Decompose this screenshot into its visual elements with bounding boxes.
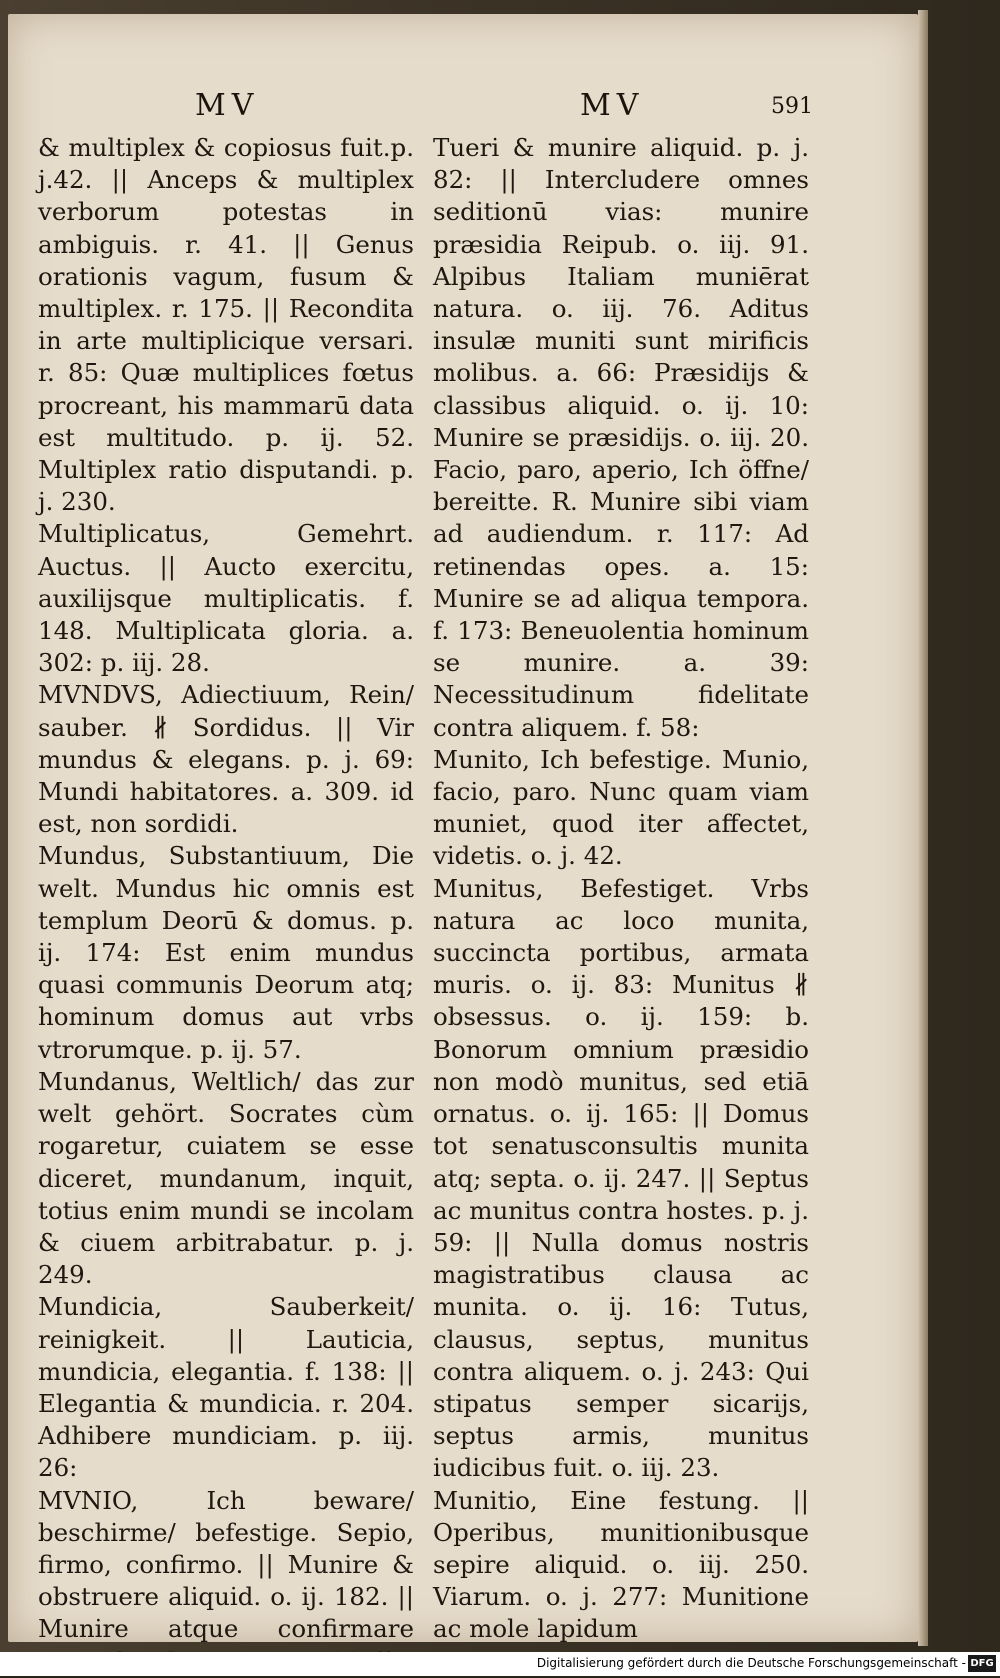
entry-paragraph: & multiplex & copiosus fuit.p. j.42. || Anceps & multiplex verborum potestas in ambiguis. r. 41. || Genus orationis vagum, fusum & multiplex. r. 175. || Recondita in arte multiplicique versari. r. 85: Quæ multiplices fœtus procreant, his mammarū data est multitudo. p. ij. 52. Multiplex ratio disputandi. p. j. 230. — [38, 133, 414, 517]
entry-paragraph: Munitio, Eine festung. || Operibus, munitionibusque sepire aliquid. o. iij. 250. Viarum. o. j. 277: Munitione ac mole lapidum — [433, 1485, 809, 1644]
dfg-logo: DFG — [968, 1655, 996, 1672]
entry-paragraph: MVNIO, Ich beware/ beschirme/ befestige. Sepio, firmo, confirmo. || Munire & obstruere aliquid. o. ij. 182. || Munire atque confirmare — [38, 1485, 414, 1644]
entry-paragraph: Munito, Ich befestige. Munio, facio, paro. Nunc quam viam muniet, quod iter affectet, videtis. o. j. 42. — [433, 744, 809, 871]
book-page — [8, 14, 918, 1642]
footer-bar — [0, 1652, 1000, 1676]
page-content — [38, 88, 838, 1644]
header-right: MV — [580, 88, 645, 123]
funding-credit: Digitalisierung gefördert durch die Deutsche Forschungsgemeinschaft - — [536, 1656, 966, 1670]
entry-paragraph: Mundus, Substantiuum, Die welt. Mundus hic omnis est templum Deorū & domus. p. ij. 174: Est enim mundus quasi communis Deorum atq; hominum domus aut vrbs vtrorumque. p. ij. 57. — [38, 841, 414, 1064]
left-column — [38, 132, 414, 1678]
right-column — [433, 132, 809, 1646]
header-left: MV — [195, 88, 260, 123]
entry-paragraph: Munitus, Befestiget. Vrbs natura ac loco munita, succincta portibus, armata muris. o. ij. 83: Munitus ∦ obsessus. o. ij. 159: b. Bonorum omnium præsidio non modò munitus, sed etiā ornatus. o. ij. 165: || Domus tot senatusconsultis munita atq; septa. o. ij. 247. || Septus ac munitus contra hostes. p. j. 59: || Nulla domus nostris magistratibus clausa ac munita. o. ij. 16: Tutus, clausus, septus, munitus contra aliquem. o. j. 243: Qui stipatus semper sicarijs, septus armis, munitus iudicibus fuit. o. iij. 23. — [433, 873, 809, 1483]
page-edge — [918, 10, 928, 1646]
entry-paragraph: Mundanus, Weltlich/ das zur welt gehört. Socrates cùm rogaretur, cuiatem se esse diceret, mundanum, inquit, totius enim mundi se incolam & ciuem arbitrabatur. p. j. 249. — [38, 1066, 414, 1290]
page-number: 591 — [771, 94, 813, 119]
entry-paragraph: Tueri & munire aliquid. p. j. 82: || Intercludere omnes seditionū vias: munire præsidia Reipub. o. iij. 91. Alpibus Italiam muniērat natura. o. iij. 76. Aditus insulæ muniti sunt mirificis molibus. a. 66: Præsidijs & classibus aliquid. o. ij. 10: Munire se præsidijs. o. iij. 20. Facio, paro, aperio, Ich öffne/ bereitte. R. Munire sibi viam ad audiendum. r. 117: Ad retinendas opes. a. 15: Munire se ad aliqua tempora. f. 173: Beneuolentia hominum se munire. a. 39: Necessitudinum fidelitate contra aliquem. f. 58: — [433, 133, 809, 742]
entry-paragraph: Mundicia, Sauberkeit/ reinigkeit. || Lauticia, mundicia, elegantia. f. 138: || Elegantia & mundicia. r. 204. Adhibere mundiciam. p. iij. 26: — [38, 1292, 414, 1483]
entry-paragraph: Multiplicatus, Gemehrt. Auctus. || Aucto exercitu, auxilijsque multiplicatis. f. 148. Multiplicata gloria. a. 302: p. iij. 28. — [38, 519, 414, 678]
entry-paragraph: MVNDVS, Adiectiuum, Rein/ sauber. ∦ Sordidus. || Vir mundus & elegans. p. j. 69: Mundi habitatores. a. 309. id est, non sordidi. — [38, 680, 414, 839]
running-header — [38, 88, 838, 128]
